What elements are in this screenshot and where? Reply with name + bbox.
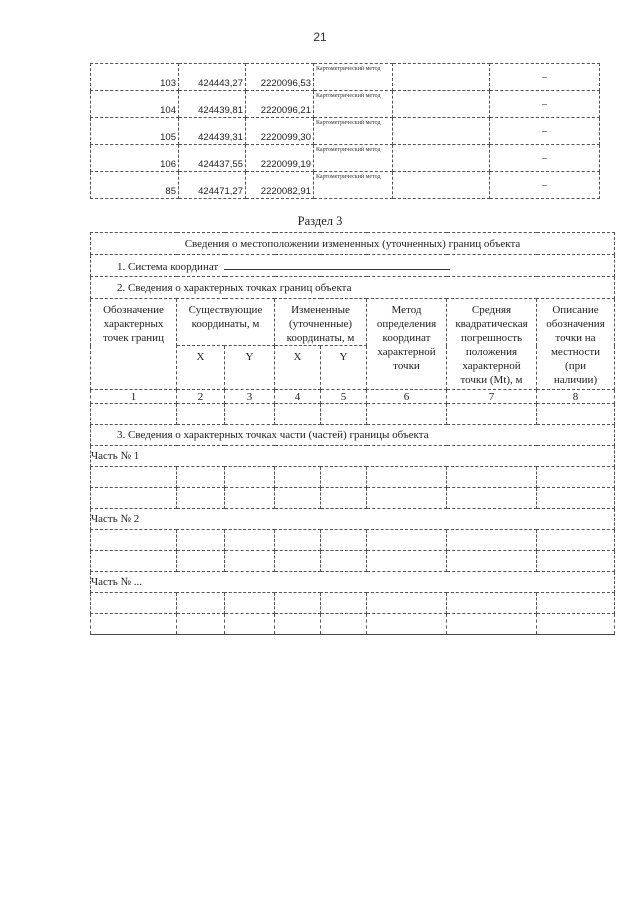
empty-cell[interactable] — [447, 614, 537, 635]
characteristic-points-label: 2. Сведения о характерных точках границ объекта — [91, 277, 615, 299]
section-title: Раздел 3 — [297, 214, 343, 228]
column-number: 5 — [321, 390, 367, 404]
table-row — [91, 64, 600, 91]
note-cell: – — [490, 172, 600, 199]
characteristic-points-row — [91, 277, 615, 299]
part-label: Часть № 1 — [91, 446, 615, 467]
part-label: Часть № 2 — [91, 509, 615, 530]
empty-cell[interactable] — [367, 593, 447, 614]
empty-cell[interactable] — [225, 488, 275, 509]
empty-cell[interactable] — [91, 404, 177, 425]
table-row — [91, 172, 600, 199]
column-number: 2 — [177, 390, 225, 404]
y-coordinate: 2220082,91 — [246, 172, 314, 199]
empty-cell[interactable] — [321, 530, 367, 551]
empty-cell[interactable] — [225, 593, 275, 614]
empty-cell[interactable] — [537, 551, 615, 572]
part-label: Часть № ... — [91, 572, 615, 593]
header-existing: Существующие координаты, м — [177, 299, 275, 346]
empty-cell[interactable] — [537, 614, 615, 635]
empty-cell[interactable] — [225, 614, 275, 635]
header-error: Средняя квадратическая погрешность положения характерной точки (Mt), м — [447, 299, 537, 390]
table-row — [91, 530, 615, 551]
column-number: 7 — [447, 390, 537, 404]
continuation-table — [90, 63, 600, 199]
header-description: Описание обозначения точки на местности (при наличии) — [537, 299, 615, 390]
empty-cell[interactable] — [91, 551, 177, 572]
y-coordinate: 2220099,19 — [246, 145, 314, 172]
coord-system-row — [91, 255, 615, 277]
point-number: 103 — [91, 64, 179, 91]
note-cell: – — [490, 64, 600, 91]
table-title-row — [91, 233, 615, 255]
note-cell: – — [490, 91, 600, 118]
table-row — [91, 91, 600, 118]
empty-cell[interactable] — [367, 404, 447, 425]
empty-cell — [393, 118, 490, 145]
part-row — [91, 509, 615, 530]
x-coordinate: 424439,81 — [179, 91, 246, 118]
table-row — [91, 118, 600, 145]
empty-cell[interactable] — [91, 488, 177, 509]
header-changed-x: X — [275, 346, 321, 390]
boundary-table — [90, 232, 615, 635]
header-designation: Обозначение характерных точек границ — [91, 299, 177, 390]
empty-cell[interactable] — [275, 530, 321, 551]
empty-cell[interactable] — [177, 593, 225, 614]
table-row — [91, 593, 615, 614]
empty-cell[interactable] — [177, 467, 225, 488]
empty-cell[interactable] — [537, 593, 615, 614]
header-existing-y: Y — [225, 346, 275, 390]
parts-label-row — [91, 425, 615, 446]
empty-cell[interactable] — [447, 404, 537, 425]
coord-system-field[interactable] — [91, 255, 615, 277]
note-cell: – — [490, 145, 600, 172]
empty-cell[interactable] — [321, 614, 367, 635]
column-number: 6 — [367, 390, 447, 404]
point-number: 105 — [91, 118, 179, 145]
empty-cell[interactable] — [275, 551, 321, 572]
empty-cell[interactable] — [275, 488, 321, 509]
empty-cell — [393, 145, 490, 172]
empty-cell[interactable] — [321, 593, 367, 614]
empty-cell[interactable] — [177, 404, 225, 425]
empty-cell[interactable] — [537, 467, 615, 488]
page-number: 21 — [313, 30, 327, 44]
x-coordinate: 424439,31 — [179, 118, 246, 145]
empty-cell[interactable] — [275, 467, 321, 488]
empty-cell[interactable] — [177, 530, 225, 551]
y-coordinate: 2220096,21 — [246, 91, 314, 118]
note-cell: – — [490, 118, 600, 145]
empty-cell[interactable] — [91, 593, 177, 614]
column-number: 4 — [275, 390, 321, 404]
table-row — [91, 614, 615, 635]
x-coordinate: 424443,27 — [179, 64, 246, 91]
empty-cell[interactable] — [275, 404, 321, 425]
empty-cell[interactable] — [367, 530, 447, 551]
x-coordinate: 424471,27 — [179, 172, 246, 199]
empty-cell[interactable] — [177, 614, 225, 635]
empty-cell[interactable] — [447, 488, 537, 509]
point-number: 85 — [91, 172, 179, 199]
header-row — [91, 299, 615, 346]
part-row — [91, 572, 615, 593]
empty-cell — [393, 64, 490, 91]
empty-cell[interactable] — [447, 530, 537, 551]
empty-cell[interactable] — [321, 551, 367, 572]
empty-cell[interactable] — [447, 467, 537, 488]
empty-cell[interactable] — [225, 404, 275, 425]
y-coordinate: 2220099,30 — [246, 118, 314, 145]
empty-cell[interactable] — [537, 530, 615, 551]
empty-cell[interactable] — [537, 404, 615, 425]
empty-cell[interactable] — [91, 614, 177, 635]
empty-cell[interactable] — [275, 593, 321, 614]
empty-cell[interactable] — [225, 467, 275, 488]
empty-cell[interactable] — [91, 530, 177, 551]
table-row — [91, 551, 615, 572]
coord-system-underline — [224, 259, 450, 270]
parts-label: 3. Сведения о характерных точках части (частей) границы объекта — [91, 425, 615, 446]
empty-cell[interactable] — [321, 404, 367, 425]
y-coordinate: 2220096,53 — [246, 64, 314, 91]
column-number: 3 — [225, 390, 275, 404]
point-number: 106 — [91, 145, 179, 172]
table-title: Сведения о местоположении измененных (уточненных) границ объекта — [91, 233, 615, 255]
empty-cell[interactable] — [177, 551, 225, 572]
empty-cell[interactable] — [447, 551, 537, 572]
point-number: 104 — [91, 91, 179, 118]
x-coordinate: 424437,55 — [179, 145, 246, 172]
column-number: 1 — [91, 390, 177, 404]
empty-cell[interactable] — [447, 593, 537, 614]
header-method: Метод определения координат характерной точки — [367, 299, 447, 390]
header-changed: Измененные (уточненные) координаты, м — [275, 299, 367, 346]
empty-cell[interactable] — [225, 530, 275, 551]
empty-cell[interactable] — [321, 488, 367, 509]
method-cell: Картометрический метод — [314, 64, 393, 91]
empty-cell[interactable] — [321, 467, 367, 488]
coord-system-label: 1. Система координат — [117, 260, 219, 273]
method-cell: Картометрический метод — [314, 172, 393, 199]
empty-cell[interactable] — [367, 467, 447, 488]
header-existing-x: X — [177, 346, 225, 390]
method-cell: Картометрический метод — [314, 91, 393, 118]
column-number-row — [91, 390, 615, 404]
empty-cell — [393, 172, 490, 199]
header-changed-y: Y — [321, 346, 367, 390]
empty-cell[interactable] — [225, 551, 275, 572]
empty-cell[interactable] — [367, 551, 447, 572]
table-row — [91, 145, 600, 172]
empty-cell[interactable] — [177, 488, 225, 509]
empty-cell — [393, 91, 490, 118]
empty-cell[interactable] — [537, 488, 615, 509]
table-row — [91, 467, 615, 488]
column-number: 8 — [537, 390, 615, 404]
empty-cell[interactable] — [367, 488, 447, 509]
part-row — [91, 446, 615, 467]
empty-cell[interactable] — [91, 467, 177, 488]
empty-cell[interactable] — [367, 614, 447, 635]
table-row — [91, 488, 615, 509]
table-row — [91, 404, 615, 425]
method-cell: Картометрический метод — [314, 118, 393, 145]
empty-cell[interactable] — [275, 614, 321, 635]
method-cell: Картометрический метод — [314, 145, 393, 172]
